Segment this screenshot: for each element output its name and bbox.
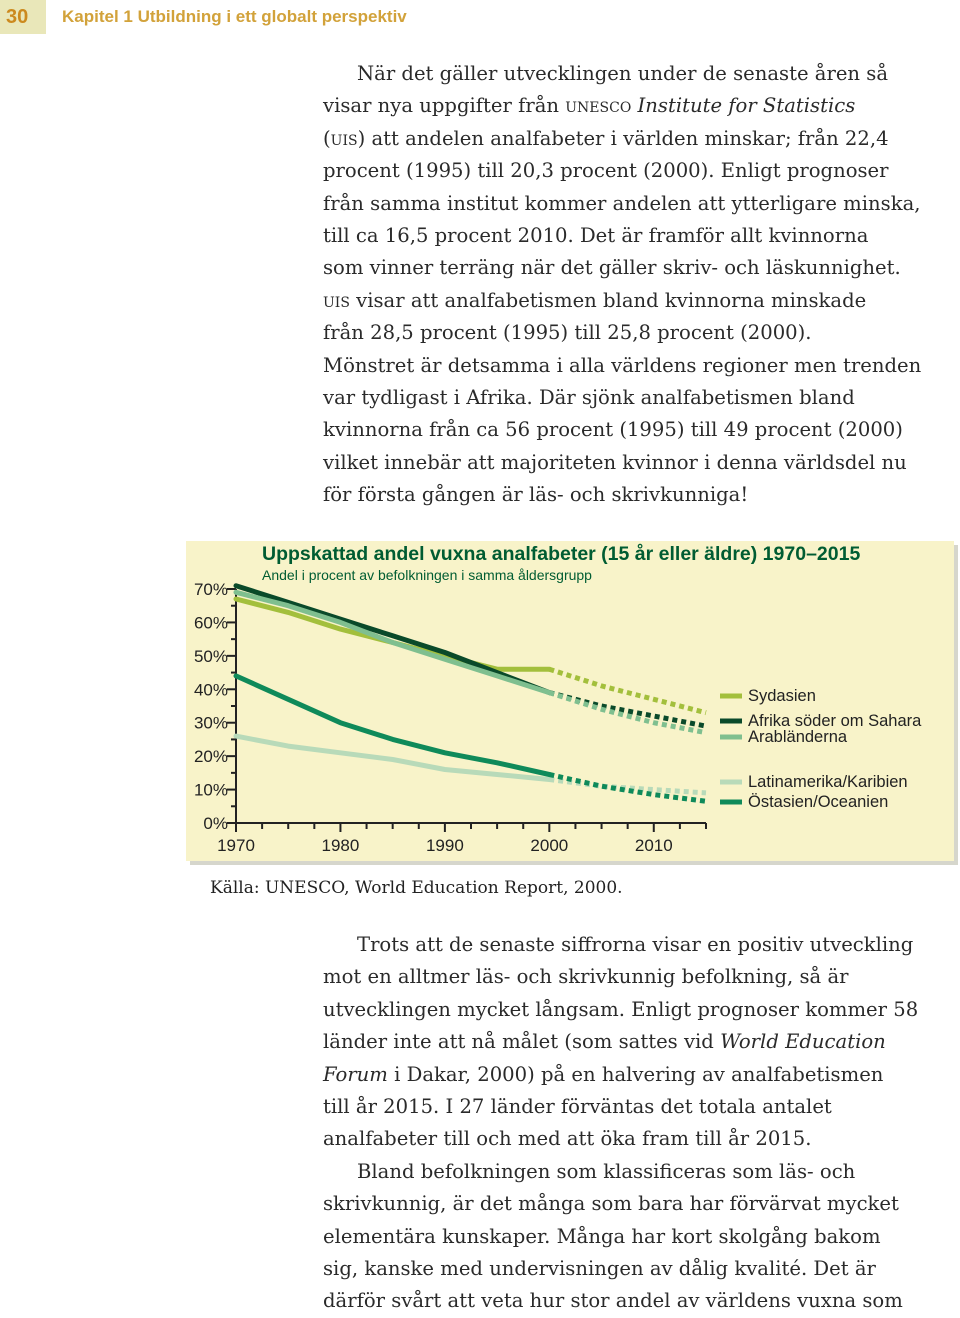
text-line: från samma institut kommer andelen att ytterligare minska, — [323, 191, 921, 215]
text-line: Forum i Dakar, 2000) på en halvering av analfabetismen — [323, 1062, 884, 1086]
x-tick-label: 1990 — [425, 836, 464, 855]
y-tick-label: 40% — [193, 680, 228, 700]
text-line: mot en alltmer läs- och skrivkunnig befolkning, så är — [323, 965, 849, 989]
y-tick-label: 70% — [193, 580, 228, 599]
legend-label: Latinamerika/Karibien — [748, 773, 908, 791]
text-line: Trots att de senaste siffrorna visar en positiv utveckling — [357, 933, 914, 956]
line-chart — [186, 541, 954, 861]
text-line: till år 2015. I 27 länder förväntas det totala antalet — [323, 1095, 832, 1119]
legend-label: Sydasien — [748, 687, 816, 705]
x-tick-label: 1980 — [321, 836, 360, 855]
legend-label: Afrika söder om Sahara — [748, 712, 922, 730]
chart-title: Uppskattad andel vuxna analfabeter (15 år eller äldre) 1970–2015 — [262, 543, 861, 565]
text-line: till ca 16,5 procent 2010. Det är framför allt kvinnorna — [323, 224, 869, 248]
text-line: sig, kanske med undervisningen av dålig kvalité. Det är — [323, 1257, 876, 1281]
text-line: från 28,5 procent (1995) till 25,8 procent (2000). — [323, 321, 812, 345]
chart-panel — [186, 541, 954, 861]
legend-label: Arabländerna — [748, 728, 848, 746]
text-line: analfabeter till och med att öka fram till år 2015. — [323, 1127, 812, 1151]
text-line: var tydligast i Afrika. Där sjönk analfabetismen bland — [323, 386, 855, 410]
text-line: (uis) att andelen analfabeter i världen minskar; från 22,4 — [323, 126, 889, 150]
x-tick-label: 2010 — [634, 836, 673, 855]
source-note: Källa: UNESCO, World Education Report, 2000. — [210, 878, 623, 898]
text-line: länder inte att nå målet (som sattes vid World Education — [323, 1030, 886, 1054]
series-forecast-1 — [549, 693, 706, 727]
series-forecast-3 — [549, 780, 706, 793]
y-tick-label: 30% — [193, 713, 228, 733]
series-line-3 — [236, 736, 549, 779]
series-forecast-2 — [549, 693, 706, 733]
italic-term: Institute for Statistics — [637, 94, 856, 118]
x-tick-label: 1970 — [217, 836, 255, 855]
text-line: skrivkunnig, är det många som bara har förvärvat mycket — [323, 1192, 899, 1216]
y-tick-label: 0% — [203, 814, 228, 833]
series-forecast-4 — [549, 775, 706, 802]
y-tick-label: 20% — [193, 747, 228, 767]
y-tick-label: 50% — [193, 646, 228, 666]
body-text — [323, 929, 959, 1318]
text-line: elementära kunskaper. Många har kort skolgång bakom — [323, 1224, 881, 1248]
unesco-abbr: unesco — [565, 94, 632, 118]
intro-paragraph — [323, 58, 959, 512]
text-line: Mönstret är detsamma i alla världens regioner men trenden — [323, 353, 922, 377]
text-line: kvinnorna från ca 56 procent (1995) till 49 procent (2000) — [323, 418, 903, 442]
text-line: visar nya uppgifter från unesco Institute for Statistics — [323, 94, 856, 118]
text-line: därför svårt att veta hur stor andel av världens vuxna som — [323, 1289, 903, 1313]
chapter-title: Kapitel 1 Utbildning i ett globalt perspektiv — [62, 7, 407, 26]
text-line: procent (1995) till 20,3 procent (2000). Enligt prognoser — [323, 159, 889, 183]
y-tick-label: 10% — [193, 780, 228, 800]
page-number: 30 — [6, 6, 29, 28]
page-header — [0, 0, 960, 36]
text-line: uis visar att analfabetismen bland kvinnorna minskade — [323, 288, 867, 312]
series-line-2 — [236, 592, 549, 692]
chart-subtitle: Andel i procent av befolkningen i samma åldersgrupp — [262, 567, 592, 583]
legend-label: Östasien/Oceanien — [748, 793, 889, 811]
y-tick-label: 60% — [193, 613, 228, 633]
series-forecast-0 — [549, 669, 706, 713]
x-tick-label: 2000 — [530, 836, 569, 855]
page-number-box — [0, 0, 46, 34]
text-line: utvecklingen mycket långsam. Enligt prognoser kommer 58 — [323, 997, 919, 1021]
text-line: Bland befolkningen som klassificeras som läs- och — [357, 1159, 856, 1183]
text-line: för första gången är läs- och skrivkunniga! — [323, 483, 749, 507]
text-line: När det gäller utvecklingen under de senaste åren så — [357, 62, 889, 85]
text-line: vilket innebär att majoriteten kvinnor i denna världsdel nu — [323, 450, 907, 474]
text-line: som vinner terräng när det gäller skriv- och läskunnighet. — [323, 256, 901, 280]
